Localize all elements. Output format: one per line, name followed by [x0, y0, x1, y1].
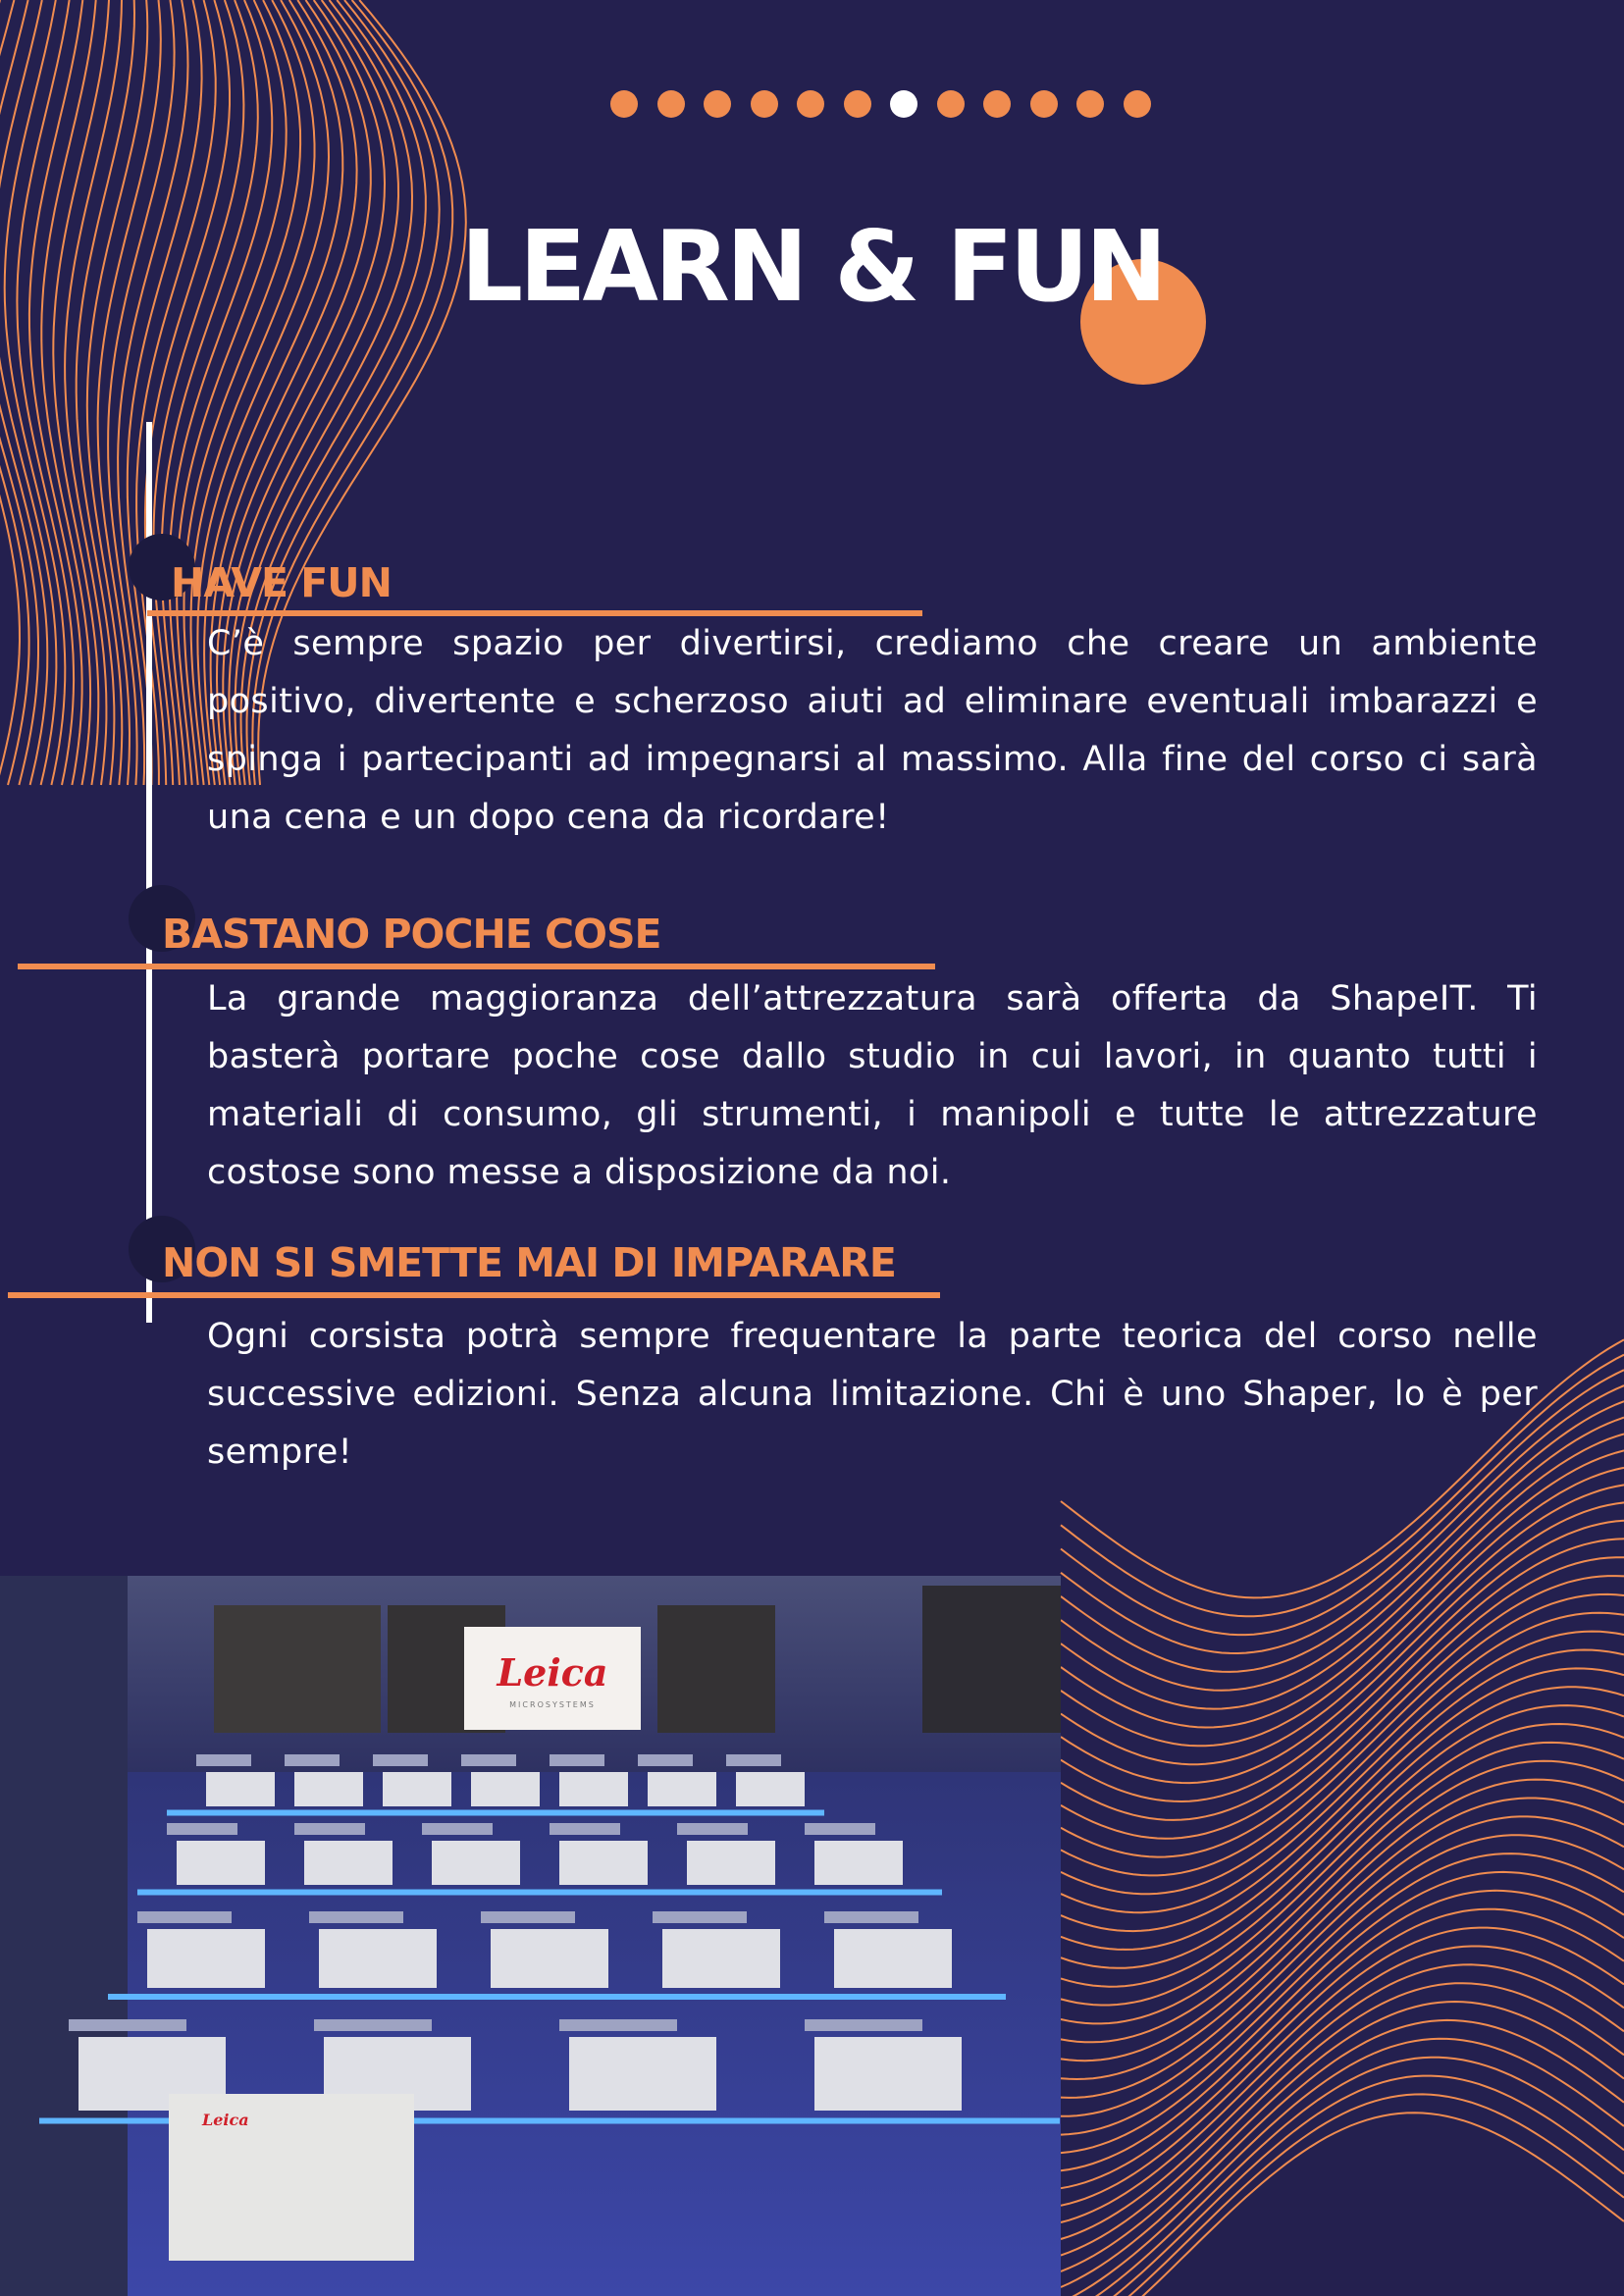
section-underline — [18, 964, 935, 969]
page-dot — [704, 90, 731, 118]
section-body-have-fun: C’è sempre spazio per divertirsi, crediamo che creare un ambiente positivo, divertente e scherzoso aiuti ad eliminare eventuali imbarazzi e spinga i partecipanti ad impegnarsi al massimo. Alla fine del corso ci sarà una cena e un dopo cena da ricordare! — [207, 624, 1538, 837]
page-dot-active — [890, 90, 917, 118]
section-underline — [8, 1292, 940, 1298]
training-room-photo — [0, 1576, 1061, 2296]
page-dot — [844, 90, 871, 118]
page-dot — [937, 90, 965, 118]
page-dot — [610, 90, 638, 118]
page-dot — [1076, 90, 1104, 118]
desk-brand: Leica — [202, 2111, 249, 2129]
page-dot — [797, 90, 824, 118]
page-title: LEARN & FUN — [460, 209, 1164, 324]
page-dot — [1124, 90, 1151, 118]
screen-brand-sub: MICROSYSTEMS — [509, 1700, 596, 1709]
section-title-bastano-poche-cose: BASTANO POCHE COSE — [162, 911, 661, 958]
section-title-non-si-smette-mai-di-imparare: NON SI SMETTE MAI DI IMPARARE — [162, 1239, 896, 1286]
page-dot — [751, 90, 778, 118]
page-indicator — [610, 90, 1151, 118]
page-dot — [1030, 90, 1058, 118]
page-dot — [983, 90, 1011, 118]
section-body-non-si-smette-mai-di-imparare: Ogni corsista potrà sempre frequentare la parte teorica del corso nelle successive edizioni. Senza alcuna limitazione. Chi è uno Shaper, lo è per sempre! — [207, 1317, 1538, 1472]
section-title-have-fun: HAVE FUN — [171, 559, 392, 606]
page-dot — [657, 90, 685, 118]
section-body-bastano-poche-cose: La grande maggioranza dell’attrezzatura sarà offerta da ShapeIT. Ti basterà portare poche cose dallo studio in cui lavori, in quanto tutti i materiali di consumo, gli strumenti, i manipoli e tutte le attrezzature costose sono messe a disposizione da noi. — [207, 979, 1538, 1192]
screen-brand: Leica — [497, 1650, 608, 1695]
